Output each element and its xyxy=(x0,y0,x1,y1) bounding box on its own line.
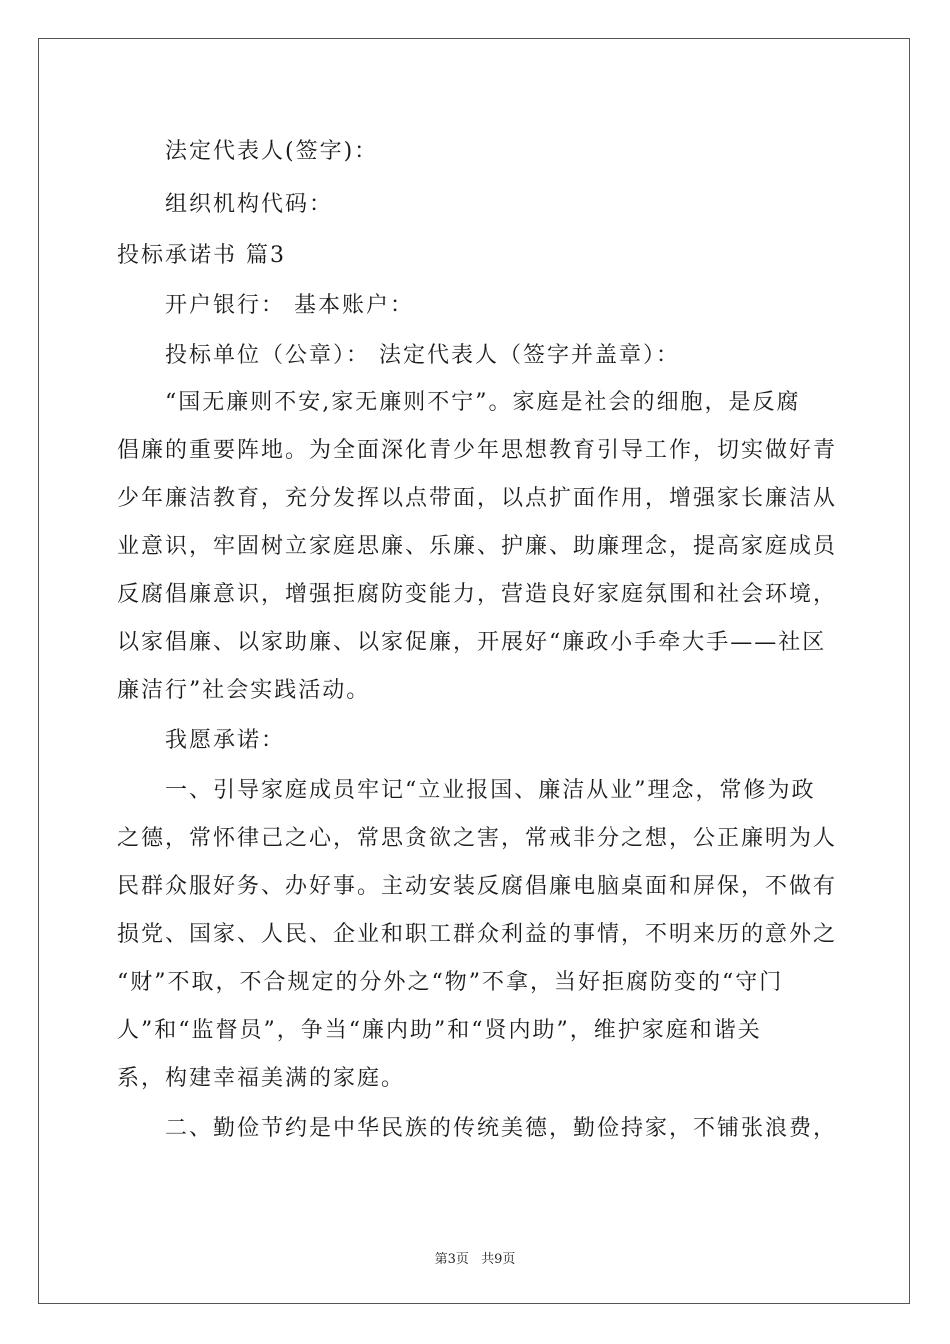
paragraph-line: “财”不取，不合规定的分外之“物”不拿，当好拒腐防变的“守门 xyxy=(117,970,784,995)
paragraph-line: 人”和“监督员”，争当“廉内助”和“贤内助”，维护家庭和谐关 xyxy=(117,1018,762,1043)
paragraph-line: 反腐倡廉意识，增强拒腐防变能力，营造良好家庭氛围和社会环境， xyxy=(117,582,838,607)
paragraph-line: 损党、国家、人民、企业和职工群众利益的事情，不明来历的意外之 xyxy=(117,922,838,947)
paragraph-line: 系，构建幸福美满的家庭。 xyxy=(117,1066,406,1091)
paragraph-line: 倡廉的重要阵地。为全面深化青少年思想教育引导工作，切实做好青 xyxy=(117,438,838,463)
pledge-heading: 我愿承诺： xyxy=(165,728,286,753)
paragraph-line: “国无廉则不安,家无廉则不宁”。家庭是社会的细胞，是反腐 xyxy=(165,390,801,415)
paragraph-line: 二、勤俭节约是中华民族的传统美德，勤俭持家，不铺张浪费， xyxy=(165,1116,838,1141)
org-code-line: 组织机构代码： xyxy=(165,192,334,217)
paragraph-line: 业意识，牢固树立家庭思廉、乐廉、护廉、助廉理念，提高家庭成员 xyxy=(117,534,838,559)
page-number: 第3页 xyxy=(434,1252,469,1267)
legal-rep-signature-line: 法定代表人(签字)： xyxy=(165,139,379,164)
section-heading: 投标承诺书 篇3 xyxy=(117,243,286,268)
page-footer xyxy=(0,1248,950,1267)
paragraph-line: 少年廉洁教育，充分发挥以点带面，以点扩面作用，增强家长廉洁从 xyxy=(117,486,838,511)
paragraph-line: 之德，常怀律己之心，常思贪欲之害，常戒非分之想，公正廉明为人 xyxy=(117,826,838,851)
bank-account-line: 开户银行： 基本账户： xyxy=(165,293,414,318)
paragraph-line: 以家倡廉、以家助廉、以家促廉，开展好“廉政小手牵大手——社区 xyxy=(117,630,827,655)
paragraph-line: 廉洁行”社会实践活动。 xyxy=(117,678,371,703)
paragraph-line: 一、引导家庭成员牢记“立业报国、廉洁从业”理念，常修为政 xyxy=(165,778,816,803)
page-total: 共9页 xyxy=(481,1252,516,1267)
paragraph-line: 民群众服好务、办好事。主动安装反腐倡廉电脑桌面和屏保，不做有 xyxy=(117,874,838,899)
bidder-seal-line: 投标单位（公章）： 法定代表人（签字并盖章）： xyxy=(165,343,680,368)
